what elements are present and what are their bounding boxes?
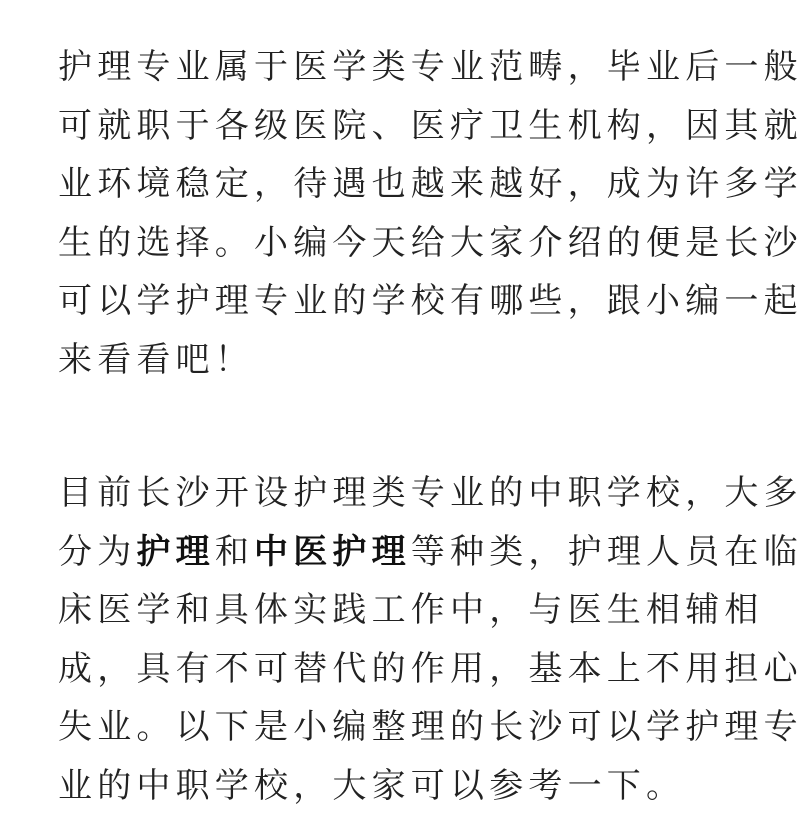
article-body bbox=[58, 38, 768, 815]
text-line: 生的选择。小编今天给大家介绍的便是长沙 bbox=[58, 214, 768, 273]
text-line-with-emphasis bbox=[58, 523, 768, 582]
text-line: 失业。以下是小编整理的长沙可以学护理专 bbox=[58, 698, 768, 757]
bold-term-nursing: 护理 bbox=[136, 532, 214, 572]
text-line: 目前长沙开设护理类专业的中职学校，大多 bbox=[58, 464, 768, 523]
text-segment: 分为 bbox=[58, 532, 136, 572]
text-line: 床医学和具体实践工作中，与医生相辅相 bbox=[58, 581, 768, 640]
bold-term-tcm-nursing: 中医护理 bbox=[254, 532, 411, 572]
text-line: 业环境稳定，待遇也越来越好，成为许多学 bbox=[58, 155, 768, 214]
text-line: 成，具有不可替代的作用，基本上不用担心 bbox=[58, 640, 768, 699]
text-line: 护理专业属于医学类专业范畴，毕业后一般 bbox=[58, 38, 768, 97]
text-segment: 和 bbox=[215, 532, 254, 572]
text-line: 可就职于各级医院、医疗卫生机构，因其就 bbox=[58, 97, 768, 156]
schools-paragraph bbox=[58, 464, 768, 815]
text-line: 业的中职学校，大家可以参考一下。 bbox=[58, 757, 768, 815]
text-line: 来看看吧！ bbox=[58, 331, 768, 390]
text-segment: 等种类，护理人员在临 bbox=[411, 532, 803, 572]
text-line: 可以学护理专业的学校有哪些，跟小编一起 bbox=[58, 272, 768, 331]
intro-paragraph bbox=[58, 38, 768, 389]
